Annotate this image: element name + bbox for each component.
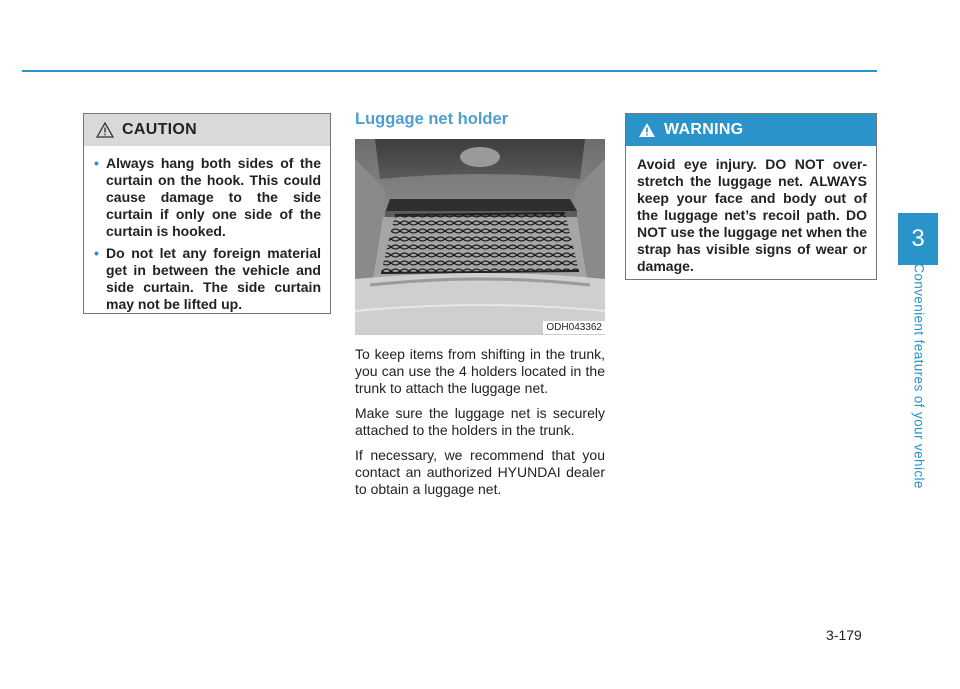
- caution-item-text: Always hang both sides of the curtain on the hook. This could cause damage to the side curtain if only one side of the curtain is hooked.: [106, 155, 321, 239]
- body-paragraph: Make sure the luggage net is securely attached to the holders in the trunk.: [355, 405, 605, 438]
- warning-header: [626, 114, 876, 146]
- caution-item-text: Do not let any foreign material get in between the vehicle and side curtain. The side curtain may not be lifted up.: [106, 245, 321, 312]
- caution-item: [94, 245, 321, 313]
- caution-list: [84, 146, 330, 313]
- trunk-luggage-net-image: [355, 139, 605, 335]
- bullet-icon: •: [94, 155, 99, 171]
- body-paragraph: To keep items from shifting in the trunk, you can use the 4 holders located in the trunk to attach the luggage net.: [355, 346, 605, 396]
- chapter-title: Convenient features of your vehicle: [911, 263, 927, 489]
- caution-header: [84, 114, 330, 146]
- top-divider: [22, 70, 877, 72]
- page-number: 3-179: [826, 627, 862, 643]
- image-code-label: ODH043362: [543, 321, 605, 334]
- bullet-icon: •: [94, 245, 99, 261]
- chapter-tab: 3: [898, 213, 938, 265]
- section-title: Luggage net holder: [355, 110, 509, 128]
- section-body: [355, 346, 605, 506]
- warning-triangle-icon: [96, 122, 114, 138]
- warning-triangle-icon: [638, 122, 656, 138]
- body-paragraph: If necessary, we recommend that you contact an authorized HYUNDAI dealer to obtain a luggage net.: [355, 447, 605, 497]
- warning-box: [625, 113, 877, 280]
- caution-item: [94, 155, 321, 240]
- trunk-illustration: [355, 139, 605, 335]
- warning-title: WARNING: [664, 121, 744, 138]
- warning-text: Avoid eye injury. DO NOT over-stretch the luggage net. ALWAYS keep your face and body out of the luggage net’s recoil path. DO NOT use the luggage net when the strap has visible signs of wear or damage.: [637, 156, 867, 274]
- caution-box: [83, 113, 331, 314]
- caution-title: CAUTION: [122, 121, 197, 138]
